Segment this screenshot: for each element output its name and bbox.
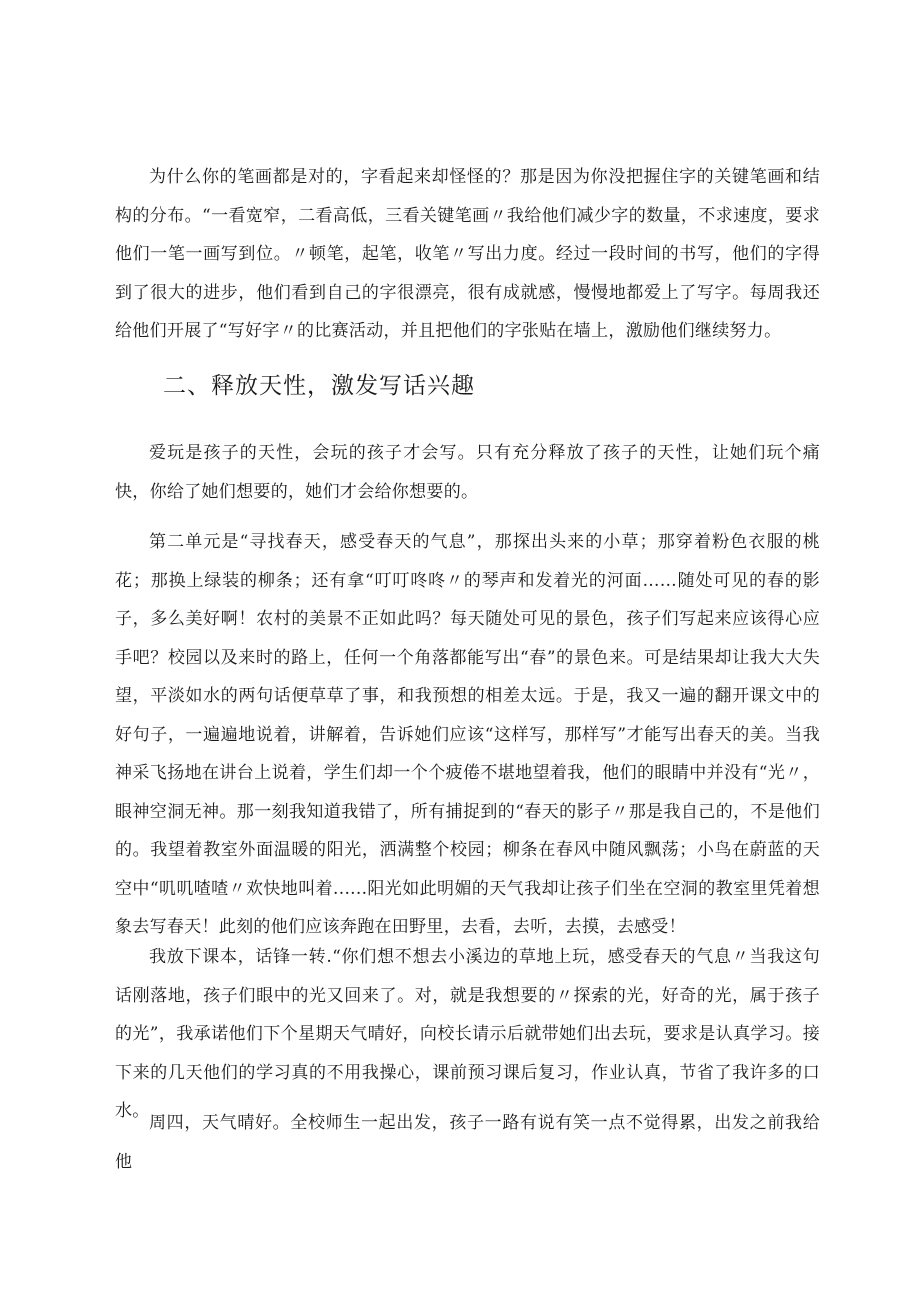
section-heading: 二、释放天性，激发写话兴趣 [163, 373, 475, 399]
paragraph-spring-unit: 第二单元是“寻找春天，感受春天的气息”，那探出头来的小草；那穿着粉色衣服的桃花；那换上绿装的柳条；还有拿“叮叮咚咚〃的琴声和发着光的河面……随处可见的春的影子，多么美好啊！农村的美景不正如此吗？每天随处可见的景色，孩子们写起来应该得心应手吧？校园以及来时的路上，任何一个角落都能写出“春”的景色来。可是结果却让我大大失望，平淡如水的两句话便草草了事，和我预想的相差太远。于是，我又一遍的翻开课文中的好句子，一遍遍地说着，讲解着，告诉她们应该“这样写，那样写”才能写出春天的美。当我神采飞扬地在讲台上说着，学生们却一个个疲倦不堪地望着我，他们的眼睛中并没有“光〃，眼神空洞无神。那一刻我知道我错了，所有捕捉到的“春天的影子〃那是我自己的，不是他们的。我望着教室外面温暖的阳光，洒满整个校园；柳条在春风中随风飘荡；小鸟在蔚蓝的天空中“叽叽喳喳〃欢快地叫着......阳光如此明媚的天气我却让孩子们坐在空洞的教室里凭着想象去写春天！此刻的他们应该奔跑在田野里，去看，去听，去摸，去感受！ [115, 532, 820, 937]
paragraph-thursday: 周四，天气晴好。全校师生一起出发，孩子一路有说有笑一点不觉得累，出发之前我给他 [115, 1113, 820, 1172]
paragraph-put-down-book: 我放下课本，话锋一转.“你们想不想去小溪边的草地上玩，感受春天的气息〃当我这句话刚落地，孩子们眼中的光又回来了。对，就是我想要的〃探索的光，好奇的光，属于孩子的光”，我承诺他们下个星期天气晴好，向校长请示后就带她们出去玩，要求是认真学习。接下来的几天他们的学习真的不用我操心，课前预习课后复习，作业认真，节省了我许多的口水。 [115, 947, 820, 1121]
paragraph-handwriting: 为什么你的笔画都是对的，字看起来却怪怪的？那是因为你没把握住字的关键笔画和结构的分布。“一看宽窄，二看高低，三看关键笔画〃我给他们减少字的数量，不求速度，要求他们一笔一画写到位。〃顿笔，起笔，收笔〃写出力度。经过一段时间的书写，他们的字得到了很大的进步，他们看到自己的字很漂亮，很有成就感，慢慢地都爱上了写字。每周我还给他们开展了“写好字〃的比赛活动，并且把他们的字张贴在墙上，激励他们继续努力。 [115, 167, 820, 341]
paragraph-play-nature: 爱玩是孩子的天性，会玩的孩子才会写。只有充分释放了孩子的天性，让她们玩个痛快，你给了她们想要的，她们才会给你想要的。 [115, 443, 820, 502]
